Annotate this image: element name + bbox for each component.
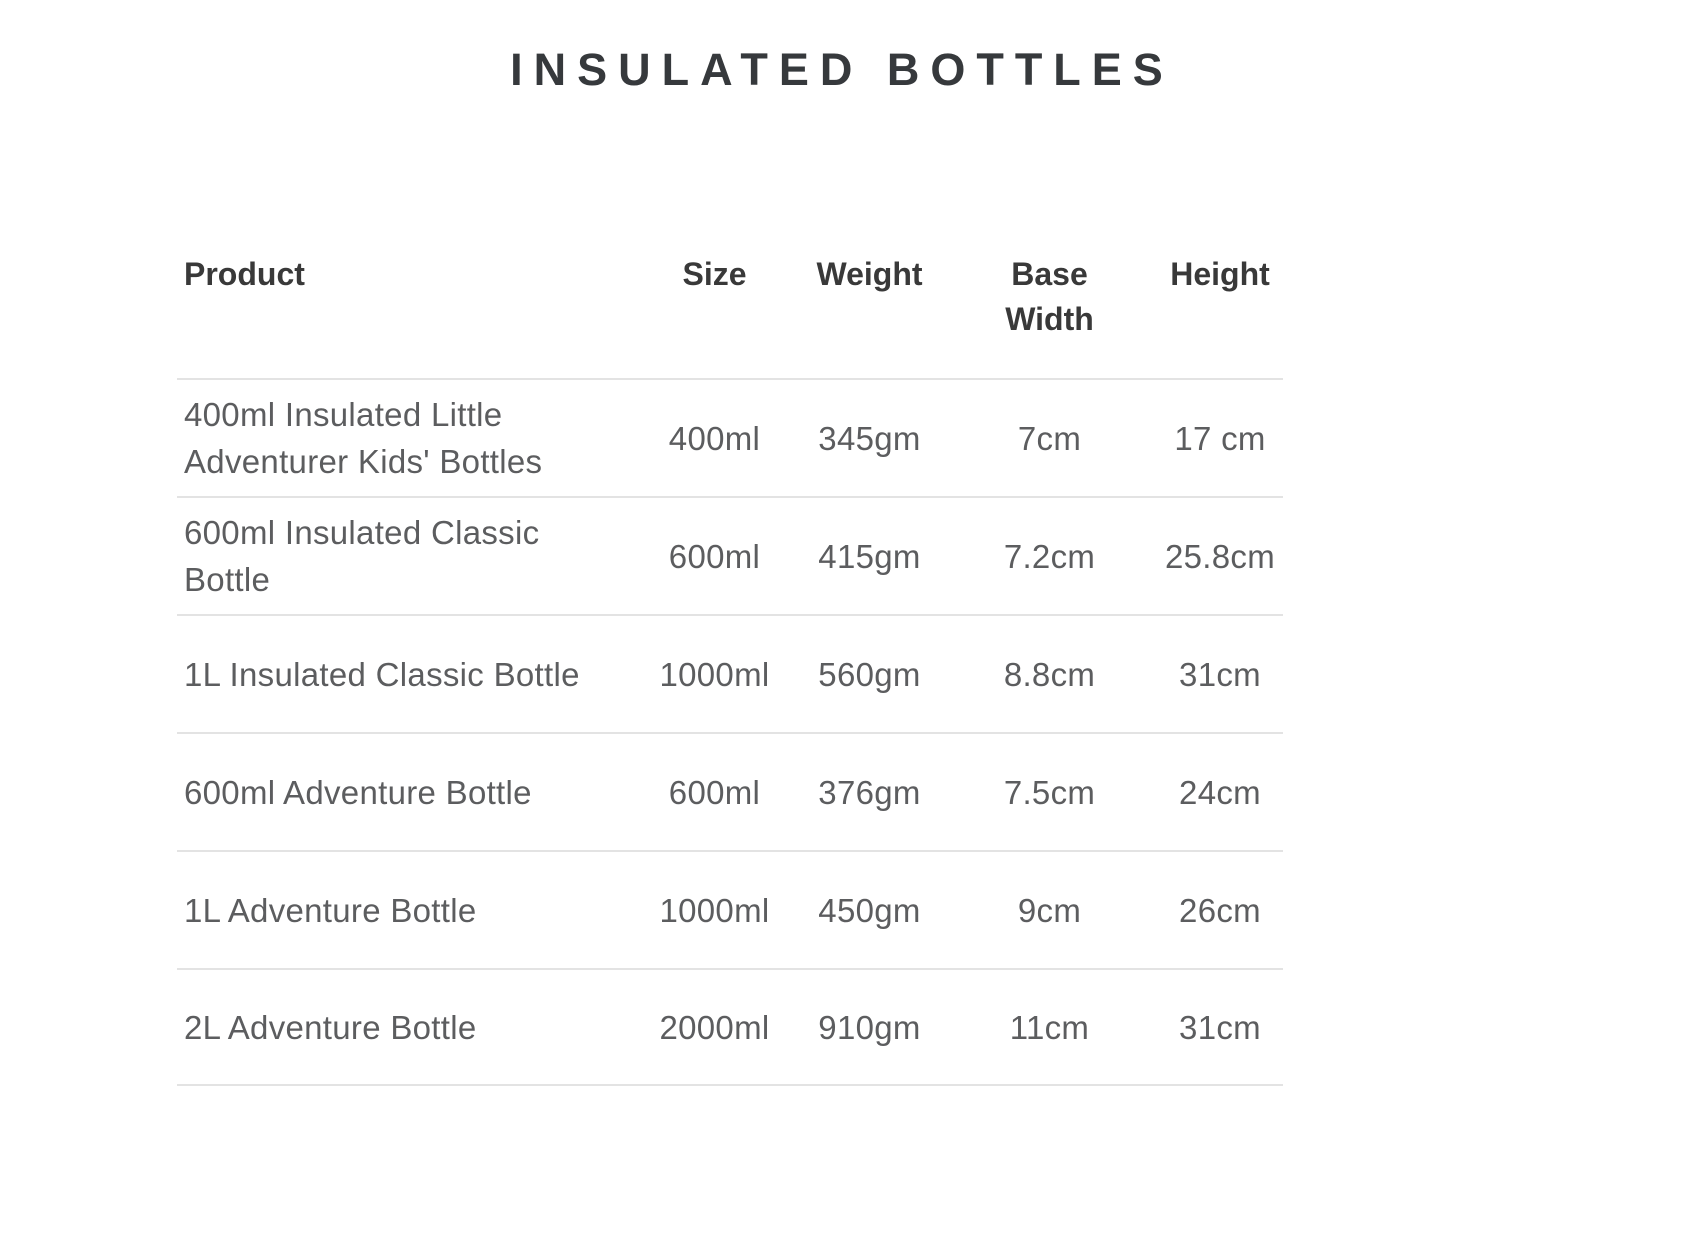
table-row: [177, 614, 1283, 732]
size-cell: 600ml: [668, 537, 761, 575]
size-cell: 1000ml: [659, 655, 770, 693]
size-cell: 600ml: [668, 773, 761, 811]
height-cell: 24cm: [1179, 773, 1261, 811]
weight-cell: 560gm: [818, 655, 921, 693]
base-width-cell: 7.5cm: [1003, 773, 1096, 811]
table-row: [177, 496, 1283, 614]
size-cell: 1000ml: [659, 891, 770, 929]
table-row: [177, 378, 1283, 496]
weight-cell: 376gm: [818, 773, 921, 811]
height-cell: 17 cm: [1174, 419, 1266, 457]
product-cell: 600ml Insulated Classic Bottle: [184, 514, 540, 598]
height-cell: 25.8cm: [1164, 537, 1276, 575]
table-row: [177, 968, 1283, 1086]
base-width-cell: 7.2cm: [1003, 537, 1096, 575]
table-row: [177, 732, 1283, 850]
base-width-cell: 11cm: [1009, 1008, 1090, 1046]
table-row: [177, 850, 1283, 968]
product-cell: 1L Adventure Bottle: [184, 891, 477, 929]
size-cell: 400ml: [668, 419, 761, 457]
weight-cell: 910gm: [818, 1008, 921, 1046]
header-base-width: Base Width: [1005, 256, 1094, 337]
height-cell: 31cm: [1179, 1008, 1261, 1046]
height-cell: 31cm: [1179, 655, 1261, 693]
product-cell: 600ml Adventure Bottle: [184, 773, 532, 811]
product-cell: 2L Adventure Bottle: [184, 1008, 477, 1046]
table-header-row: [177, 252, 1283, 378]
specs-table: [177, 252, 1283, 1086]
height-cell: 26cm: [1179, 891, 1261, 929]
header-size: Size: [682, 256, 747, 292]
base-width-cell: 8.8cm: [1003, 655, 1096, 693]
weight-cell: 345gm: [818, 419, 921, 457]
size-cell: 2000ml: [659, 1008, 770, 1046]
weight-cell: 415gm: [818, 537, 921, 575]
base-width-cell: 9cm: [1017, 891, 1082, 929]
product-cell: 1L Insulated Classic Bottle: [184, 655, 580, 693]
page-title: INSULATED BOTTLES: [510, 44, 1174, 95]
header-height: Height: [1170, 256, 1270, 292]
weight-cell: 450gm: [818, 891, 921, 929]
header-product: Product: [184, 256, 305, 292]
product-cell: 400ml Insulated Little Adventurer Kids' Bottles: [184, 396, 543, 480]
header-weight: Weight: [816, 256, 923, 292]
base-width-cell: 7cm: [1017, 419, 1082, 457]
